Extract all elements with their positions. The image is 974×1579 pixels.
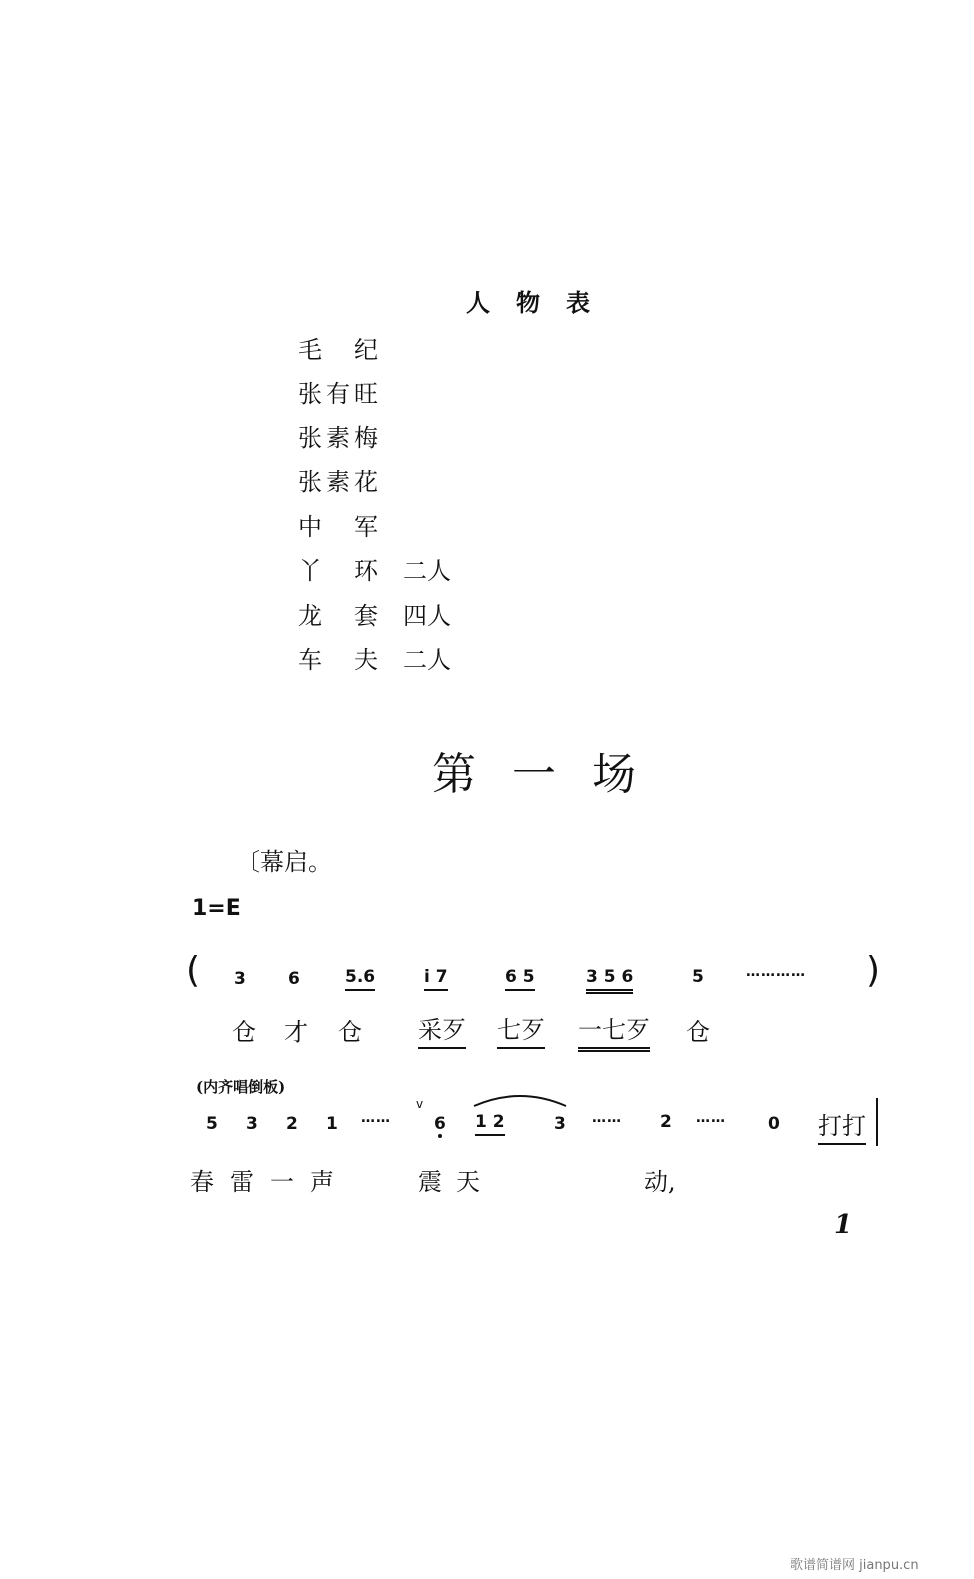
lyric-syllable: 震: [418, 1168, 442, 1196]
cast-name: 张素梅: [298, 424, 382, 452]
continuation-dots: …………: [746, 964, 806, 980]
cast-list-title: 人物表: [466, 288, 616, 317]
note: 5.6: [345, 967, 375, 991]
breath-mark: v: [416, 1097, 424, 1111]
note: 2: [660, 1112, 672, 1132]
lyric-syllable: 声: [310, 1168, 334, 1196]
page-number: 1: [834, 1210, 853, 1240]
stage-direction: 〔幕启。: [236, 848, 332, 876]
note: 5: [206, 1114, 218, 1134]
key-signature: 1=E: [192, 896, 241, 921]
lyric-syllable: 春: [190, 1168, 214, 1196]
percussion-syllable: 仓: [232, 1018, 256, 1046]
lyric-syllable: 雷: [230, 1168, 254, 1196]
percussion-syllable: 采歹: [418, 1010, 466, 1049]
percussion-syllable: 才: [284, 1018, 308, 1046]
percussion-syllable: 仓: [686, 1018, 710, 1046]
tempo-marking: (内齐唱倒板): [196, 1078, 286, 1096]
close-paren: ): [866, 950, 881, 991]
percussion-syllable: 打打: [818, 1106, 866, 1145]
open-paren: (: [186, 950, 201, 991]
continuation-dots: ……: [592, 1110, 622, 1126]
lyric-syllable: 天: [456, 1168, 480, 1196]
note: 5: [692, 967, 704, 987]
cast-name: 车 夫: [298, 646, 382, 674]
note: 3: [246, 1114, 258, 1134]
tie-arc: [470, 1090, 570, 1110]
note: 6 5: [505, 967, 535, 991]
scene-title: 第一场: [432, 749, 672, 800]
bar-line: [876, 1098, 878, 1146]
cast-count: 二人: [403, 557, 451, 585]
note: 6: [288, 969, 300, 989]
cast-name: 张素花: [298, 468, 382, 496]
note: 3: [554, 1114, 566, 1134]
watermark: 歌谱简谱网 jianpu.cn: [790, 1558, 919, 1573]
percussion-syllable: 仓: [338, 1018, 362, 1046]
lyric-syllable: 动,: [644, 1168, 676, 1196]
lyric-syllable: 一: [270, 1168, 294, 1196]
continuation-dots: ……: [361, 1110, 391, 1126]
note: 6: [434, 1114, 446, 1134]
cast-name: 龙 套: [298, 602, 382, 630]
cast-name: 中 军: [298, 513, 382, 541]
note: 2: [286, 1114, 298, 1134]
continuation-dots: ……: [696, 1110, 726, 1126]
note: 3: [234, 969, 246, 989]
cast-name: 丫 环: [298, 557, 382, 585]
percussion-syllable: 七歹: [497, 1010, 545, 1049]
note: i 7: [424, 967, 448, 991]
percussion-syllable: 一七歹: [578, 1010, 650, 1052]
note: 1: [326, 1114, 338, 1134]
cast-count: 四人: [403, 602, 451, 630]
lower-octave-dot: [438, 1134, 442, 1138]
cast-name: 毛 纪: [298, 336, 382, 364]
cast-name: 张有旺: [298, 380, 382, 408]
cast-count: 二人: [403, 646, 451, 674]
note: 1 2: [475, 1112, 505, 1136]
note: 3 5 6: [586, 967, 633, 994]
note: 0: [768, 1114, 780, 1134]
